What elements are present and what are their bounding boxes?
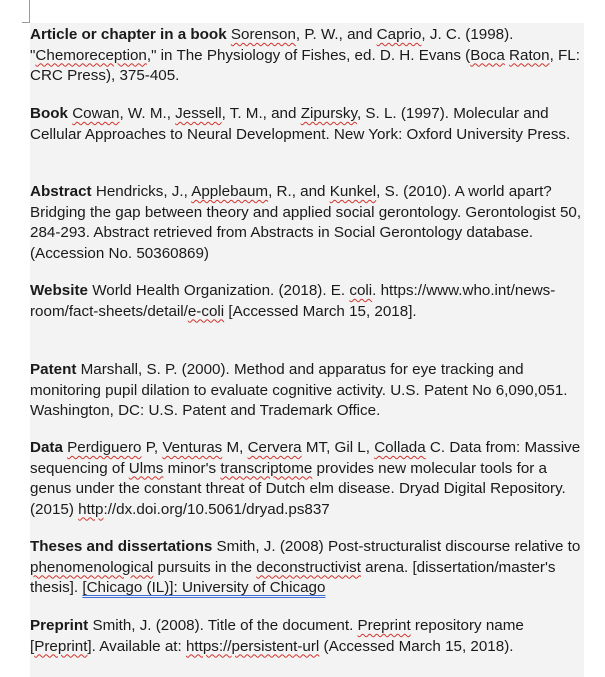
entry-label: Patent (30, 361, 77, 378)
text-run: Smith, J. (2008). Title of the document. (88, 617, 358, 634)
text-run: arena. [dissertation/master's thesis]. (30, 558, 556, 596)
spellcheck-flagged-word[interactable]: e-coli (187, 302, 225, 320)
reference-entry-website[interactable] (30, 281, 590, 322)
entry-label: Book (30, 105, 68, 122)
text-run: , R., and (268, 183, 330, 200)
text-run: repository name [ (30, 617, 524, 655)
spellcheck-flagged-word[interactable]: Preprint (357, 617, 411, 634)
spellcheck-flagged-word[interactable]: deconstructivist (256, 558, 361, 576)
text-run: M, (222, 439, 248, 456)
text-run: , S. L. (1997). Molecular and Cellular Approaches to Neural Development. New York: Oxford University Press. (30, 105, 571, 143)
entry-text (30, 439, 580, 518)
spellcheck-flagged-word[interactable]: Venturas (162, 439, 223, 456)
page-corner-mark (29, 0, 30, 22)
spellcheck-flagged-word[interactable]: Collada (374, 439, 426, 456)
text-run: ," in The Physiology of Fishes, ed. D. H. Evans ( (146, 46, 471, 64)
spellcheck-flagged-word[interactable]: Ulms (128, 459, 164, 477)
spellcheck-flagged-word[interactable]: Boca (470, 46, 505, 64)
spellcheck-flagged-word[interactable]: Cervera (247, 439, 302, 456)
page-corner-mark-horizontal (22, 22, 30, 23)
entry-text (30, 361, 568, 419)
text-run: . https://www.who.int/news-room/fact-sheets/detail/ (30, 282, 556, 320)
text-run: , P. W., and (295, 26, 377, 43)
spellcheck-flagged-word[interactable]: Sorenson (230, 26, 296, 43)
reference-entry-theses[interactable] (30, 537, 590, 599)
spellcheck-flagged-word[interactable]: coli (349, 282, 373, 299)
spellcheck-flagged-word[interactable]: Cowan (72, 105, 120, 122)
entry-label: Website (30, 282, 88, 299)
text-run: P, (141, 439, 163, 456)
text-run: provides new molecular tools for a genus under the constant threat of Dutch elm disease. Dryad Digital Repository. (2015) (30, 459, 566, 518)
reference-entry-book[interactable] (30, 104, 590, 145)
entry-text (30, 183, 581, 262)
entry-text (30, 282, 555, 320)
reference-entry-preprint[interactable] (30, 616, 590, 657)
spellcheck-flagged-word[interactable]: Caprio (376, 26, 422, 43)
text-run: World Health Organization. (2018). E. (87, 282, 350, 299)
grammar-flagged-text[interactable]: [Chicago (IL)]: University of Chicago (82, 579, 326, 596)
entry-label: Abstract (30, 183, 92, 200)
spellcheck-flagged-word[interactable]: Jessell (175, 105, 222, 122)
reference-entry-data[interactable] (30, 438, 590, 520)
text-run: minor's (163, 459, 221, 477)
entry-label: Theses and dissertations (30, 538, 213, 555)
spellcheck-flagged-word[interactable]: Preprint (34, 637, 88, 655)
reference-entry-patent[interactable] (30, 360, 590, 422)
text-run: , T. M., and (221, 105, 301, 122)
text-run: Smith, J. (2008) Post-structuralist discourse relative to (212, 538, 581, 555)
text-run: , S. (2010). A world apart? Bridging the gap between theory and applied social gerontology. Gerontologist 50, 284-293. Abstract retrieved from Abstracts in Social Gerontology database. (Accession No. 50360869) (30, 183, 582, 262)
text-run: C. Data from: Massive sequencing of (30, 439, 581, 477)
spellcheck-flagged-word[interactable]: http (78, 500, 104, 518)
text-run: pursuits in the (153, 558, 257, 576)
spellcheck-flagged-word[interactable]: phenomenological (30, 558, 154, 576)
reference-entry-abstract[interactable] (30, 182, 590, 264)
spellcheck-flagged-word[interactable]: https://persistent-url (185, 637, 320, 655)
text-run: , FL: CRC Press), 375-405. (30, 46, 580, 84)
text-run: MT, Gil L, (301, 439, 375, 456)
spellcheck-flagged-word[interactable]: transcriptome (220, 459, 313, 477)
text-run: Hendricks, J., (91, 183, 192, 200)
text-run: ://dx.doi.org/10.5061/dryad.ps837 (103, 500, 330, 518)
reference-entry-article[interactable] (30, 25, 590, 87)
spellcheck-flagged-word[interactable]: Chemoreception (35, 46, 147, 64)
text-run: , W. M., (119, 105, 176, 122)
text-run: [Accessed March 15, 2018]. (224, 302, 417, 320)
entry-text (30, 105, 570, 143)
spellcheck-flagged-word[interactable]: Kunkel (329, 183, 377, 200)
entry-label: Preprint (30, 617, 89, 634)
entry-text (30, 617, 524, 655)
text-run: Marshall, S. P. (2000). Method and apparatus for eye tracking and monitoring pupil dilation to evaluate cognitive activity. U.S. Patent No 6,090,051. Washington, DC: U.S. Patent and Trademark Office. (30, 361, 568, 419)
entry-label: Article or chapter in a book (30, 26, 227, 43)
spellcheck-flagged-word[interactable]: Raton (509, 46, 550, 64)
text-run: , J. C. (1998). " (30, 26, 514, 64)
entry-label: Data (30, 439, 63, 456)
text-run: ]. Available at: (87, 637, 186, 655)
spellcheck-flagged-word[interactable]: Perdiguero (67, 439, 142, 456)
spellcheck-flagged-word[interactable]: Zipursky (300, 105, 357, 122)
spellcheck-flagged-word[interactable]: Applebaum (191, 183, 269, 200)
text-run: (Accessed March 15, 2018). (319, 637, 514, 655)
